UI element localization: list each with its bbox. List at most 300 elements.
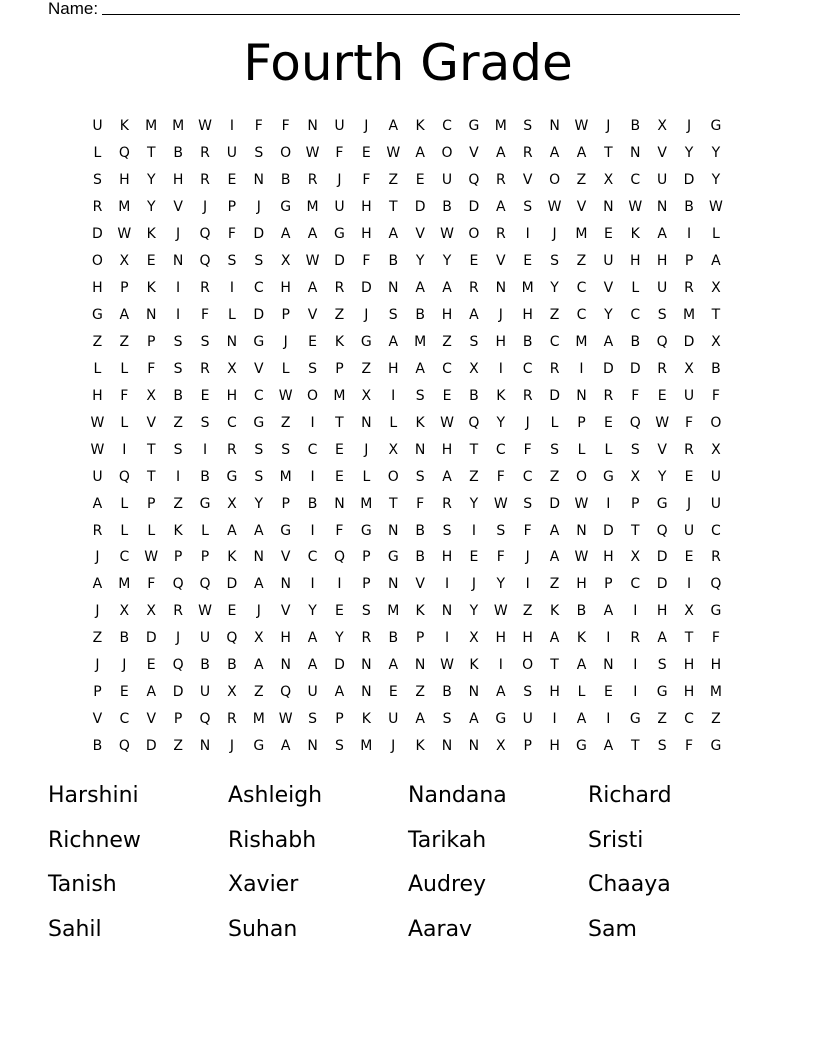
grid-letter[interactable]: F <box>335 145 344 162</box>
grid-letter[interactable]: K <box>415 118 425 135</box>
grid-letter[interactable]: H <box>522 307 533 324</box>
grid-letter[interactable]: R <box>227 441 237 458</box>
grid-letter[interactable]: N <box>361 684 372 701</box>
grid-letter[interactable]: I <box>606 495 611 512</box>
grid-letter[interactable]: H <box>280 630 291 647</box>
grid-letter[interactable]: S <box>227 253 237 270</box>
grid-letter[interactable]: S <box>442 711 452 728</box>
grid-letter[interactable]: Q <box>333 549 345 566</box>
grid-letter[interactable]: Q <box>172 657 184 674</box>
grid-letter[interactable]: B <box>227 657 237 674</box>
grid-letter[interactable]: C <box>253 280 264 297</box>
grid-letter[interactable]: H <box>92 280 103 297</box>
grid-letter[interactable]: N <box>388 280 399 297</box>
grid-letter[interactable]: U <box>657 280 668 297</box>
grid-letter[interactable]: D <box>414 199 426 216</box>
grid-letter[interactable]: A <box>711 253 721 270</box>
grid-letter[interactable]: C <box>522 360 533 377</box>
grid-letter[interactable]: F <box>335 522 344 539</box>
grid-letter[interactable]: C <box>549 333 560 350</box>
grid-letter[interactable]: O <box>710 414 722 431</box>
grid-letter[interactable]: F <box>147 576 156 593</box>
grid-letter[interactable]: K <box>361 711 371 728</box>
grid-letter[interactable]: R <box>522 145 533 162</box>
grid-letter[interactable]: M <box>252 711 265 728</box>
grid-letter[interactable]: V <box>92 711 103 728</box>
grid-letter[interactable]: F <box>362 172 371 189</box>
grid-letter[interactable]: P <box>631 495 640 512</box>
grid-letter[interactable]: Y <box>711 172 721 189</box>
grid-letter[interactable]: X <box>146 603 157 620</box>
grid-letter[interactable]: M <box>414 333 427 350</box>
grid-letter[interactable]: Q <box>710 576 722 593</box>
grid-letter[interactable]: H <box>522 630 533 647</box>
grid-letter[interactable]: A <box>415 280 425 297</box>
grid-letter[interactable]: T <box>146 145 156 162</box>
grid-letter[interactable]: Z <box>469 468 479 485</box>
grid-letter[interactable]: L <box>120 495 129 512</box>
grid-letter[interactable]: Y <box>711 145 721 162</box>
grid-letter[interactable]: E <box>523 253 533 270</box>
grid-letter[interactable]: I <box>633 603 638 620</box>
grid-letter[interactable]: N <box>468 738 480 755</box>
grid-letter[interactable]: P <box>281 307 290 324</box>
grid-letter[interactable]: A <box>388 333 399 350</box>
grid-letter[interactable]: S <box>388 307 398 324</box>
grid-letter[interactable]: E <box>361 145 371 162</box>
grid-letter[interactable]: I <box>202 441 208 458</box>
grid-letter[interactable]: B <box>630 118 641 135</box>
grid-letter[interactable]: K <box>630 226 640 243</box>
grid-letter[interactable]: X <box>469 360 479 377</box>
grid-letter[interactable]: T <box>146 468 156 485</box>
grid-letter[interactable]: N <box>253 172 265 189</box>
grid-letter[interactable]: B <box>442 199 452 216</box>
grid-letter[interactable]: Q <box>280 684 292 701</box>
grid-letter[interactable]: R <box>361 630 372 647</box>
grid-letter[interactable]: M <box>306 199 319 216</box>
grid-letter[interactable]: W <box>198 118 212 135</box>
grid-letter[interactable]: Q <box>118 468 130 485</box>
grid-letter[interactable]: G <box>576 738 587 755</box>
grid-letter[interactable]: D <box>656 576 668 593</box>
grid-letter[interactable]: X <box>227 495 237 512</box>
grid-letter[interactable]: B <box>173 387 183 404</box>
grid-letter[interactable]: O <box>307 387 319 404</box>
grid-letter[interactable]: G <box>280 522 292 539</box>
grid-letter[interactable]: G <box>280 199 292 216</box>
grid-letter[interactable]: S <box>254 441 264 458</box>
grid-letter[interactable]: M <box>279 468 292 485</box>
grid-letter[interactable]: N <box>280 657 291 674</box>
grid-letter[interactable]: C <box>442 118 452 135</box>
grid-letter[interactable]: D <box>629 360 641 377</box>
grid-letter[interactable]: U <box>92 118 103 135</box>
grid-letter[interactable]: I <box>525 226 530 243</box>
grid-letter[interactable]: B <box>711 360 721 377</box>
grid-letter[interactable]: M <box>387 603 400 620</box>
grid-letter[interactable]: G <box>629 711 641 728</box>
grid-letter[interactable]: R <box>200 280 210 297</box>
grid-letter[interactable]: V <box>146 414 157 431</box>
grid-letter[interactable]: E <box>415 172 425 189</box>
grid-letter[interactable]: J <box>364 307 369 324</box>
grid-letter[interactable]: O <box>91 253 103 270</box>
grid-letter[interactable]: Y <box>146 199 156 216</box>
grid-letter[interactable]: I <box>444 630 450 647</box>
grid-letter[interactable]: S <box>550 441 560 458</box>
grid-letter[interactable]: J <box>256 603 261 620</box>
grid-letter[interactable]: W <box>709 199 723 216</box>
grid-letter[interactable]: Q <box>468 172 480 189</box>
grid-letter[interactable]: B <box>92 738 103 755</box>
grid-letter[interactable]: Y <box>684 145 694 162</box>
grid-letter[interactable]: A <box>388 226 399 243</box>
grid-letter[interactable]: N <box>576 387 587 404</box>
grid-letter[interactable]: F <box>711 387 720 404</box>
grid-letter[interactable]: I <box>471 522 476 539</box>
grid-letter[interactable]: W <box>440 414 454 431</box>
grid-letter[interactable]: W <box>574 118 589 135</box>
grid-letter[interactable]: Q <box>468 414 480 431</box>
grid-letter[interactable]: M <box>118 199 131 216</box>
grid-letter[interactable]: N <box>630 145 641 162</box>
grid-letter[interactable]: N <box>388 576 399 593</box>
grid-letter[interactable]: N <box>576 522 587 539</box>
grid-letter[interactable]: I <box>633 657 638 674</box>
grid-letter[interactable]: T <box>711 307 721 324</box>
grid-letter[interactable]: E <box>603 226 613 243</box>
grid-letter[interactable]: X <box>684 360 694 377</box>
grid-letter[interactable]: J <box>364 441 369 458</box>
grid-letter[interactable]: C <box>119 711 130 728</box>
grid-letter[interactable]: K <box>576 630 587 647</box>
grid-letter[interactable]: Q <box>118 145 130 162</box>
grid-letter[interactable]: Z <box>576 253 587 270</box>
grid-letter[interactable]: I <box>525 576 530 593</box>
grid-letter[interactable]: R <box>334 280 345 297</box>
grid-letter[interactable]: E <box>603 684 613 701</box>
grid-letter[interactable]: O <box>522 657 534 674</box>
grid-letter[interactable]: I <box>498 657 503 674</box>
grid-letter[interactable]: K <box>549 603 560 620</box>
grid-letter[interactable]: W <box>440 657 454 674</box>
grid-letter[interactable]: N <box>307 118 318 135</box>
grid-letter[interactable]: E <box>469 549 479 566</box>
grid-letter[interactable]: A <box>469 307 479 324</box>
grid-letter[interactable]: K <box>469 657 479 674</box>
grid-letter[interactable]: F <box>631 387 640 404</box>
grid-letter[interactable]: Y <box>657 468 667 485</box>
grid-letter[interactable]: B <box>388 630 399 647</box>
grid-letter[interactable]: Z <box>522 603 533 620</box>
grid-letter[interactable]: I <box>686 576 692 593</box>
grid-letter[interactable]: A <box>92 576 103 593</box>
grid-letter[interactable]: R <box>630 630 641 647</box>
grid-letter[interactable]: B <box>280 172 291 189</box>
grid-letter[interactable]: H <box>172 172 184 189</box>
grid-letter[interactable]: F <box>496 549 505 566</box>
grid-letter[interactable]: N <box>495 280 507 297</box>
grid-letter[interactable]: S <box>173 360 183 377</box>
grid-letter[interactable]: W <box>628 199 643 216</box>
grid-letter[interactable]: B <box>200 468 210 485</box>
grid-letter[interactable]: A <box>442 280 452 297</box>
grid-letter[interactable]: L <box>93 360 102 377</box>
grid-letter[interactable]: Q <box>226 630 238 647</box>
grid-letter[interactable]: F <box>523 441 532 458</box>
grid-letter[interactable]: V <box>576 199 587 216</box>
grid-letter[interactable]: E <box>603 414 613 431</box>
grid-letter[interactable]: G <box>253 414 265 431</box>
grid-letter[interactable]: G <box>710 738 722 755</box>
grid-letter[interactable]: T <box>604 145 613 162</box>
grid-letter[interactable]: A <box>549 549 560 566</box>
grid-letter[interactable]: J <box>202 199 208 216</box>
grid-letter[interactable]: Z <box>92 630 103 647</box>
grid-letter[interactable]: L <box>281 360 290 377</box>
grid-letter[interactable]: H <box>280 280 291 297</box>
grid-letter[interactable]: N <box>172 253 184 270</box>
grid-letter[interactable]: V <box>146 711 157 728</box>
grid-letter[interactable]: Z <box>361 360 372 377</box>
grid-letter[interactable]: G <box>710 118 722 135</box>
grid-letter[interactable]: W <box>144 549 159 566</box>
grid-letter[interactable]: S <box>173 333 183 350</box>
grid-letter[interactable]: M <box>333 387 346 404</box>
grid-letter[interactable]: A <box>576 711 587 728</box>
grid-letter[interactable]: S <box>200 333 210 350</box>
grid-letter[interactable]: D <box>172 684 184 701</box>
grid-letter[interactable]: J <box>122 657 127 674</box>
grid-letter[interactable]: H <box>629 253 641 270</box>
grid-letter[interactable]: Y <box>335 630 344 647</box>
grid-letter[interactable]: I <box>310 468 315 485</box>
grid-letter[interactable]: W <box>90 441 105 458</box>
grid-letter[interactable]: R <box>92 522 103 539</box>
grid-letter[interactable]: N <box>334 495 345 512</box>
grid-letter[interactable]: V <box>522 172 533 189</box>
grid-letter[interactable]: S <box>254 145 264 162</box>
grid-letter[interactable]: L <box>389 414 398 431</box>
grid-letter[interactable]: H <box>495 333 507 350</box>
grid-letter[interactable]: W <box>198 603 212 620</box>
grid-letter[interactable]: E <box>469 253 479 270</box>
grid-letter[interactable]: S <box>308 360 318 377</box>
grid-letter[interactable]: A <box>442 468 452 485</box>
grid-letter[interactable]: X <box>630 468 641 485</box>
grid-letter[interactable]: J <box>498 307 503 324</box>
grid-letter[interactable]: W <box>655 414 670 431</box>
grid-letter[interactable]: M <box>145 118 158 135</box>
grid-letter[interactable]: C <box>684 711 694 728</box>
grid-letter[interactable]: P <box>335 711 344 728</box>
grid-letter[interactable]: D <box>92 226 103 243</box>
grid-letter[interactable]: B <box>576 603 587 620</box>
grid-letter[interactable]: A <box>227 522 237 539</box>
grid-letter[interactable]: X <box>119 253 130 270</box>
grid-letter[interactable]: H <box>710 657 722 674</box>
grid-letter[interactable]: Y <box>415 253 425 270</box>
grid-letter[interactable]: H <box>549 684 560 701</box>
grid-letter[interactable]: S <box>630 441 640 458</box>
grid-letter[interactable]: J <box>471 576 476 593</box>
grid-letter[interactable]: N <box>361 657 372 674</box>
grid-letter[interactable]: G <box>656 684 668 701</box>
grid-letter[interactable]: P <box>335 360 344 377</box>
grid-letter[interactable]: X <box>603 172 614 189</box>
grid-letter[interactable]: B <box>119 630 130 647</box>
grid-letter[interactable]: W <box>547 199 562 216</box>
grid-letter[interactable]: C <box>227 414 237 431</box>
grid-letter[interactable]: X <box>496 738 506 755</box>
grid-letter[interactable]: C <box>630 172 641 189</box>
grid-letter[interactable]: L <box>631 280 640 297</box>
grid-letter[interactable]: X <box>146 387 157 404</box>
name-underline[interactable] <box>102 0 740 15</box>
grid-letter[interactable]: J <box>256 199 261 216</box>
grid-letter[interactable]: L <box>147 522 156 539</box>
grid-letter[interactable]: O <box>575 468 587 485</box>
grid-letter[interactable]: S <box>335 738 344 755</box>
grid-letter[interactable]: H <box>683 684 695 701</box>
grid-letter[interactable]: J <box>283 333 288 350</box>
grid-letter[interactable]: Q <box>199 711 211 728</box>
grid-letter[interactable]: R <box>469 280 479 297</box>
grid-letter[interactable]: T <box>630 738 640 755</box>
grid-letter[interactable]: F <box>523 522 532 539</box>
grid-letter[interactable]: R <box>711 549 721 566</box>
grid-letter[interactable]: V <box>657 145 667 162</box>
grid-letter[interactable]: A <box>603 738 614 755</box>
grid-letter[interactable]: E <box>388 684 398 701</box>
grid-letter[interactable]: N <box>468 684 480 701</box>
grid-letter[interactable]: C <box>711 522 721 539</box>
grid-letter[interactable]: N <box>549 118 560 135</box>
grid-letter[interactable]: J <box>95 549 100 566</box>
grid-letter[interactable]: K <box>415 603 425 620</box>
grid-letter[interactable]: Y <box>254 495 264 512</box>
grid-letter[interactable]: C <box>630 307 641 324</box>
grid-letter[interactable]: D <box>145 630 157 647</box>
grid-letter[interactable]: U <box>226 145 238 162</box>
grid-letter[interactable]: R <box>549 360 560 377</box>
grid-letter[interactable]: B <box>388 253 399 270</box>
grid-letter[interactable]: A <box>119 307 130 324</box>
grid-letter[interactable]: J <box>176 226 181 243</box>
grid-letter[interactable]: H <box>119 172 130 189</box>
grid-letter[interactable]: G <box>495 711 507 728</box>
grid-letter[interactable]: S <box>523 495 533 512</box>
grid-letter[interactable]: K <box>173 522 183 539</box>
grid-letter[interactable]: U <box>441 172 453 189</box>
grid-letter[interactable]: H <box>441 307 453 324</box>
grid-letter[interactable]: Y <box>550 280 559 297</box>
grid-letter[interactable]: S <box>415 468 425 485</box>
grid-letter[interactable]: T <box>630 522 640 539</box>
grid-letter[interactable]: I <box>337 576 342 593</box>
grid-letter[interactable]: H <box>441 549 453 566</box>
grid-letter[interactable]: U <box>334 118 345 135</box>
grid-letter[interactable]: D <box>602 522 614 539</box>
grid-letter[interactable]: U <box>683 522 695 539</box>
grid-letter[interactable]: D <box>602 360 614 377</box>
grid-letter[interactable]: S <box>93 172 102 189</box>
grid-letter[interactable]: Z <box>549 307 560 324</box>
grid-letter[interactable]: D <box>334 253 345 270</box>
grid-letter[interactable]: Z <box>415 684 425 701</box>
grid-letter[interactable]: S <box>442 522 452 539</box>
grid-letter[interactable]: P <box>281 495 290 512</box>
grid-letter[interactable]: Z <box>119 333 130 350</box>
grid-letter[interactable]: L <box>227 307 236 324</box>
grid-letter[interactable]: M <box>682 307 696 324</box>
grid-letter[interactable]: X <box>227 684 237 701</box>
grid-letter[interactable]: U <box>388 711 399 728</box>
grid-letter[interactable]: V <box>173 199 183 216</box>
grid-letter[interactable]: A <box>254 576 264 593</box>
grid-letter[interactable]: U <box>199 684 211 701</box>
grid-letter[interactable]: Q <box>199 253 211 270</box>
grid-letter[interactable]: P <box>227 199 237 216</box>
grid-letter[interactable]: Z <box>657 711 667 728</box>
grid-letter[interactable]: U <box>603 253 614 270</box>
grid-letter[interactable]: J <box>229 738 234 755</box>
grid-letter[interactable]: X <box>657 118 667 135</box>
grid-letter[interactable]: X <box>711 280 721 297</box>
grid-letter[interactable]: U <box>710 495 722 512</box>
grid-letter[interactable]: P <box>362 549 371 566</box>
grid-letter[interactable]: F <box>362 253 371 270</box>
grid-letter[interactable]: R <box>92 199 103 216</box>
grid-letter[interactable]: G <box>199 495 211 512</box>
grid-letter[interactable]: H <box>387 360 399 377</box>
grid-letter[interactable]: T <box>335 414 344 431</box>
grid-letter[interactable]: V <box>415 576 425 593</box>
grid-letter[interactable]: Z <box>334 307 345 324</box>
grid-letter[interactable]: G <box>253 333 265 350</box>
grid-letter[interactable]: G <box>226 468 238 485</box>
grid-letter[interactable]: W <box>440 226 454 243</box>
grid-letter[interactable]: A <box>388 118 399 135</box>
grid-letter[interactable]: L <box>550 414 559 431</box>
grid-letter[interactable]: R <box>657 360 668 377</box>
grid-letter[interactable]: R <box>522 387 533 404</box>
grid-letter[interactable]: A <box>603 603 614 620</box>
grid-letter[interactable]: H <box>361 199 372 216</box>
grid-letter[interactable]: M <box>575 226 588 243</box>
grid-letter[interactable]: I <box>498 360 503 377</box>
grid-letter[interactable]: S <box>415 387 425 404</box>
grid-letter[interactable]: E <box>227 172 237 189</box>
grid-letter[interactable]: Q <box>629 414 641 431</box>
grid-letter[interactable]: A <box>307 657 318 674</box>
grid-letter[interactable]: C <box>307 441 318 458</box>
grid-letter[interactable]: A <box>657 630 667 647</box>
grid-letter[interactable]: O <box>280 145 292 162</box>
grid-letter[interactable]: E <box>200 387 210 404</box>
grid-letter[interactable]: Z <box>280 414 291 431</box>
grid-letter[interactable]: J <box>95 657 100 674</box>
grid-letter[interactable]: K <box>496 387 506 404</box>
grid-letter[interactable]: I <box>552 711 557 728</box>
grid-letter[interactable]: J <box>391 738 396 755</box>
grid-letter[interactable]: R <box>684 441 694 458</box>
grid-letter[interactable]: A <box>334 684 345 701</box>
grid-letter[interactable]: E <box>335 468 344 485</box>
grid-letter[interactable]: L <box>604 441 613 458</box>
grid-letter[interactable]: J <box>686 118 692 135</box>
